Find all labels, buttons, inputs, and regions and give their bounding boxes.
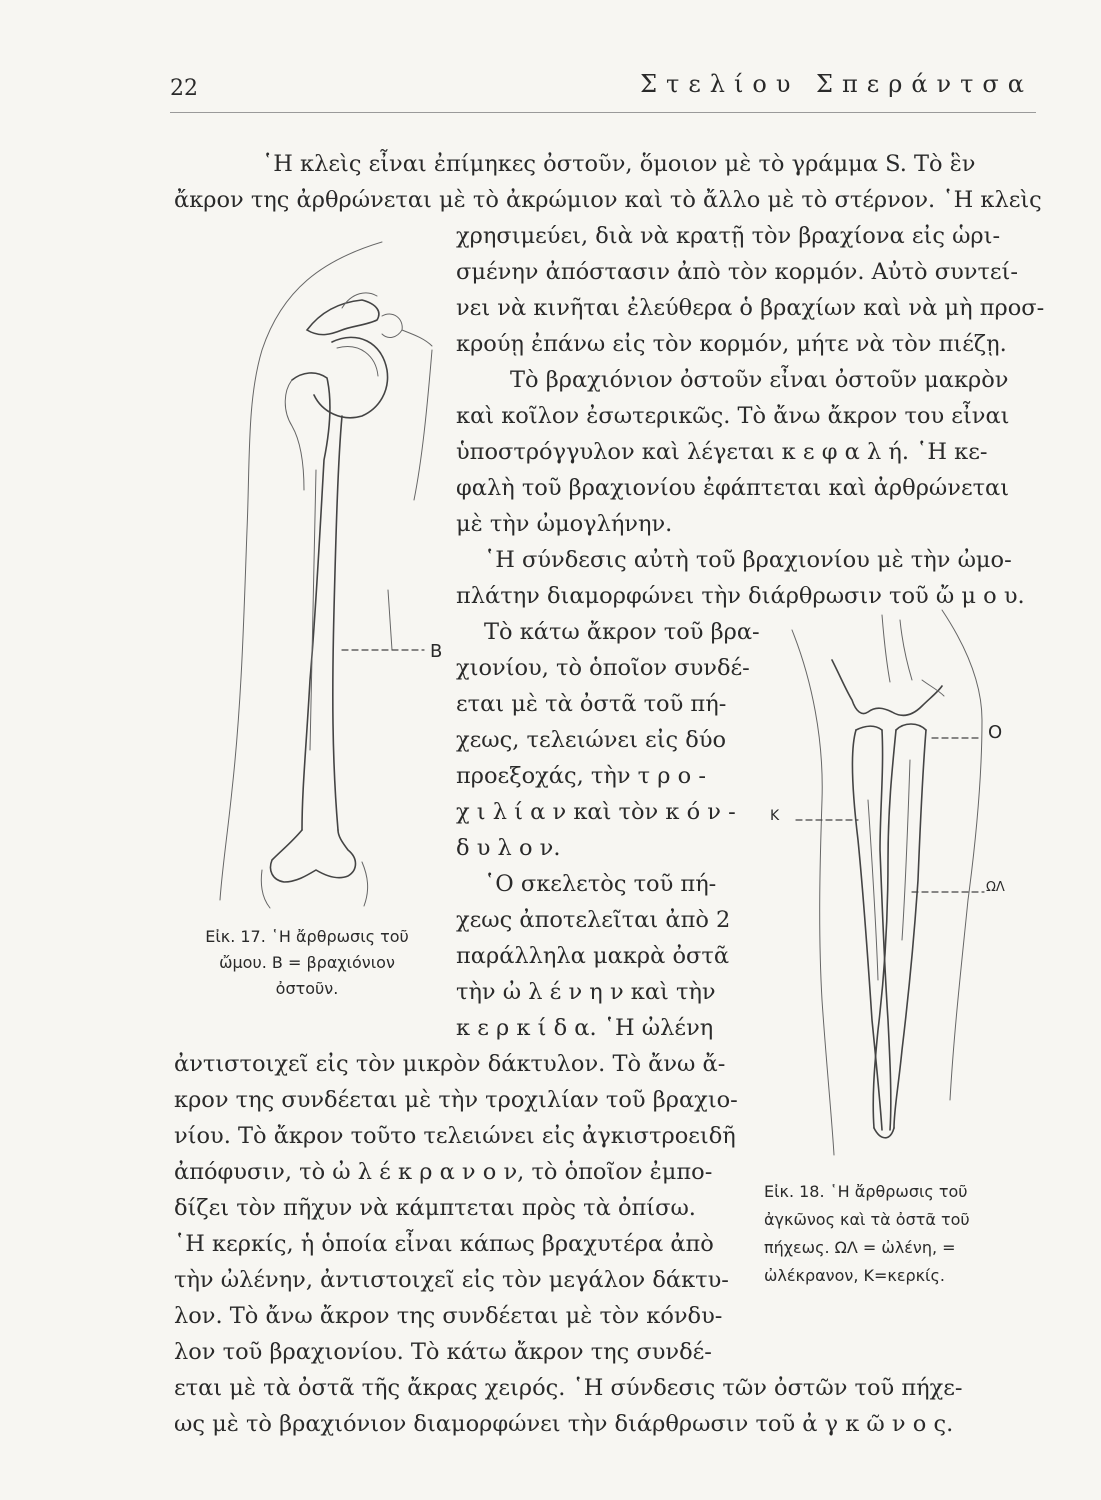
- figure-18-caption: [764, 1178, 970, 1290]
- body-line: ἄκρον της ἀρθρώνεται μὲ τὸ ἀκρώμιον καὶ τὸ ἄλλο μὲ τὸ στέρνον. ῾Η κλεὶς: [174, 187, 1042, 213]
- body-line: ἀπόφυσιν, τὸ ὠ λ έ κ ρ α ν ο ν, τὸ ὁποῖον ἐμπο-: [174, 1159, 713, 1185]
- body-line: κ ε ρ κ ί δ α. ῾Η ὠλένη: [456, 1015, 714, 1041]
- body-line: νίου. Τὸ ἄκρον τοῦτο τελειώνει εἰς ἀγκιστροειδῆ: [174, 1123, 736, 1149]
- body-line: ὑποστρόγγυλον καὶ λέγεται κ ε φ α λ ή. ῾Η κε-: [456, 439, 988, 465]
- figure-18-label-o: O: [988, 722, 1003, 743]
- body-line: φαλὴ τοῦ βραχιονίου ἐφάπτεται καὶ ἀρθρώνεται: [456, 475, 1010, 501]
- body-line: πλάτην διαμορφώνει τὴν διάρθρωσιν τοῦ ὤ μ ο υ.: [456, 583, 1025, 609]
- figure-17-caption: [172, 924, 442, 1002]
- body-line: ῾Η κλεὶς εἶναι ἐπίμηκες ὀστοῦν, ὅμοιον μὲ τὸ γράμμα S. Τὸ ἓν: [262, 151, 976, 177]
- caption-line: Εἰκ. 18. ῾Η ἄρθρωσις τοῦ: [764, 1182, 968, 1201]
- body-line: σμένην ἀπόστασιν ἀπὸ τὸν κορμόν. Αὐτὸ συντεί-: [456, 259, 1018, 285]
- body-line: μὲ τὴν ὠμογλήνην.: [456, 511, 673, 537]
- body-line: κρον της συνδέεται μὲ τὴν τροχιλίαν τοῦ βραχιο-: [174, 1087, 738, 1113]
- body-line: δ υ λ ο ν.: [456, 835, 561, 861]
- body-line: καὶ κοῖλον ἐσωτερικῶς. Τὸ ἄνω ἄκρον του εἶναι: [456, 403, 1010, 429]
- caption-line: ὠλέκρανον, Κ=κερκίς.: [764, 1266, 945, 1285]
- body-line: τὴν ὠ λ έ ν η ν καὶ τὴν: [456, 979, 716, 1005]
- body-line: ῾Η σύνδεσις αὐτὴ τοῦ βραχιονίου μὲ τὴν ὠμο-: [484, 547, 1012, 573]
- body-line: παράλληλα μακρὰ ὀστᾶ: [456, 943, 730, 969]
- body-line: ἀντιστοιχεῖ εἰς τὸν μικρὸν δάκτυλον. Τὸ ἄνω ἄ-: [174, 1051, 726, 1077]
- page-number: 22: [170, 76, 198, 101]
- body-line: χρησιμεύει, διὰ νὰ κρατῇ τὸν βραχίονα εἰς ὡρι-: [456, 223, 1001, 249]
- running-head: Στελίου Σπεράντσα: [640, 70, 1033, 98]
- body-line: ῾Η κερκίς, ἡ ὁποία εἶναι κάπως βραχυτέρα ἀπὸ: [174, 1231, 714, 1257]
- caption-line: ἀγκῶνος καὶ τὰ ὀστᾶ τοῦ: [764, 1210, 970, 1229]
- figure-18-label-ol: ΩΛ: [986, 880, 1005, 895]
- body-line: εται μὲ τὰ ὀστᾶ τῆς ἄκρας χειρός. ῾Η σύνδεσις τῶν ὀστῶν τοῦ πήχε-: [174, 1375, 963, 1401]
- body-line: ως μὲ τὸ βραχιόνιον διαμορφώνει τὴν διάρθρωσιν τοῦ ἀ γ κ ῶ ν ο ς.: [174, 1411, 954, 1437]
- body-line: τὴν ὠλένην, ἀντιστοιχεῖ εἰς τὸν μεγάλον δάκτυ-: [174, 1267, 729, 1293]
- caption-line: Εἰκ. 17. ῾Η ἄρθρωσις τοῦ: [205, 927, 409, 946]
- body-line: κρούῃ ἐπάνω εἰς τὸν κορμόν, μήτε νὰ τὸν πιέζῃ.: [456, 331, 1007, 357]
- body-line: χεως ἀποτελεῖται ἀπὸ 2: [456, 907, 731, 933]
- body-line: δίζει τὸν πῆχυν νὰ κάμπτεται πρὸς τὰ ὀπίσω.: [174, 1195, 696, 1221]
- body-line: Τὸ κάτω ἄκρον τοῦ βρα-: [484, 619, 760, 645]
- figure-18-label-k: K: [770, 808, 780, 824]
- body-line: προεξοχάς, τὴν τ ρ ο -: [456, 763, 706, 789]
- body-line: ῾Ο σκελετὸς τοῦ πή-: [484, 871, 717, 897]
- body-line: Τὸ βραχιόνιον ὀστοῦν εἶναι ὀστοῦν μακρὸν: [510, 367, 1009, 393]
- figure-17-label-b: B: [430, 641, 443, 662]
- body-line: χ ι λ ί α ν καὶ τὸν κ ό ν -: [456, 799, 736, 825]
- header-rule: [170, 112, 1036, 113]
- figure-17-humerus-drawing: [192, 230, 452, 910]
- caption-line: πήχεως. ΩΛ = ὠλένη, =: [764, 1238, 956, 1257]
- body-line: χεως, τελειώνει εἰς δύο: [456, 727, 727, 753]
- caption-line: ὀστοῦν.: [275, 979, 339, 998]
- body-line: εται μὲ τὰ ὀστᾶ τοῦ πή-: [456, 691, 727, 717]
- body-line: λον. Τὸ ἄνω ἄκρον της συνδέεται μὲ τὸν κόνδυ-: [174, 1303, 723, 1329]
- body-line: νει νὰ κινῆται ἐλεύθερα ὁ βραχίων καὶ νὰ μὴ προσ-: [456, 295, 1045, 321]
- body-line: λον τοῦ βραχιονίου. Τὸ κάτω ἄκρον της συνδέ-: [174, 1339, 712, 1365]
- body-line: χιονίου, τὸ ὁποῖον συνδέ-: [456, 655, 750, 681]
- caption-line: ὤμου. Β = βραχιόνιον: [219, 953, 395, 972]
